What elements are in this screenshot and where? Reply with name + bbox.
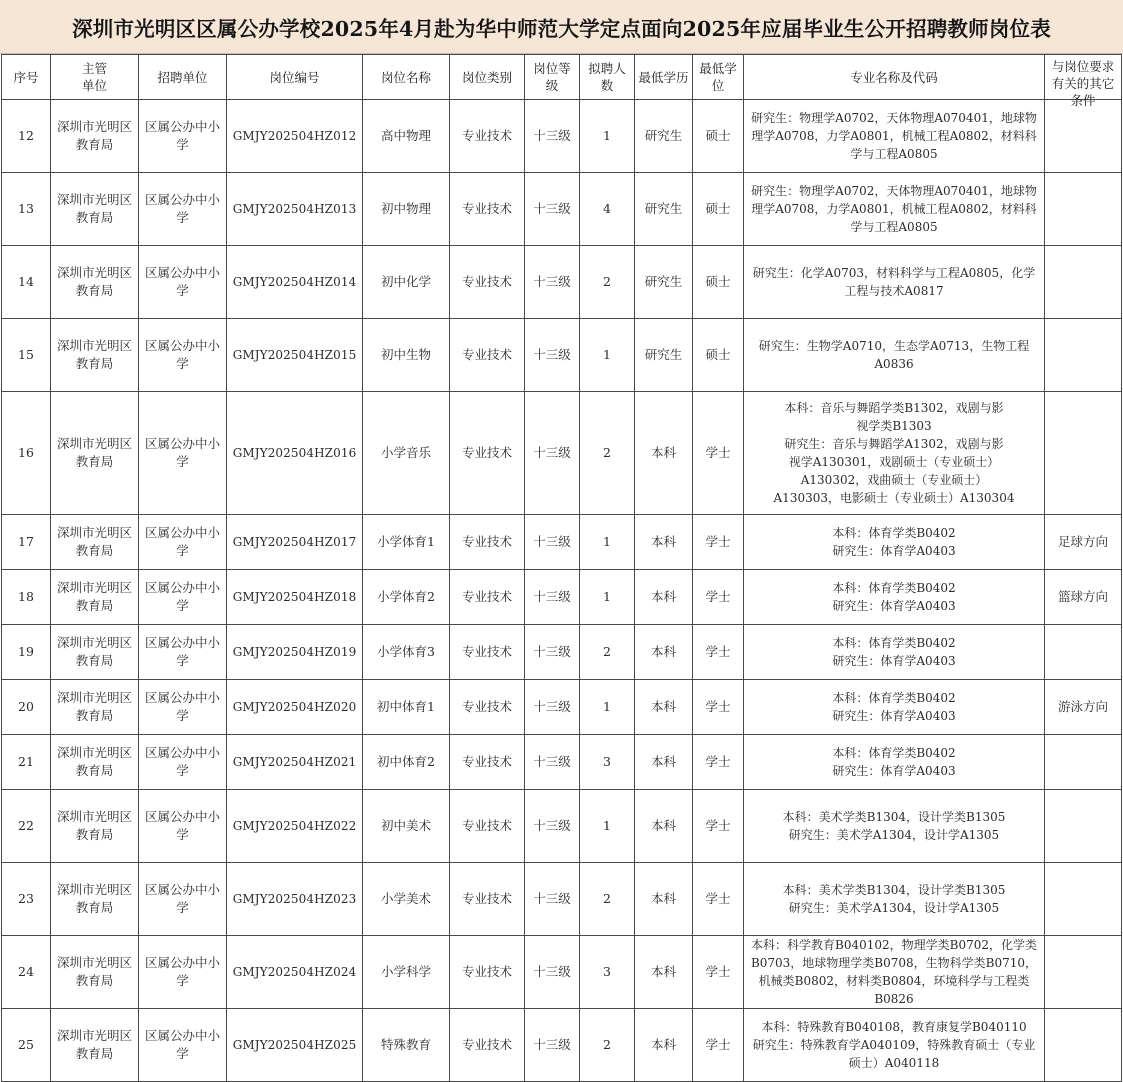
cell-seq: 14 [2,246,51,319]
cell-authority: 深圳市光明区教育局 [51,863,139,936]
cell-authority: 深圳市光明区教育局 [51,515,139,570]
cell-major-and-code: 研究生：物理学A0702，天体物理A070401，地球物理学A0708，力学A0801，机械工程A0802，材料科学与工程A0805 [744,100,1045,173]
cell-recruiter: 区属公办中小学 [139,1009,227,1082]
table-body [2,100,1122,1082]
header-authority: 主管 单位 [51,55,139,100]
cell-authority: 深圳市光明区教育局 [51,246,139,319]
cell-position-level: 十三级 [525,392,580,515]
cell-position-name: 初中体育1 [363,680,450,735]
cell-position-code: GMJY202504HZ012 [227,100,363,173]
table-row [2,1009,1122,1082]
table-row [2,570,1122,625]
cell-major-and-code: 本科：体育学类B0402 研究生：体育学A0403 [744,625,1045,680]
cell-planned-count: 2 [580,863,635,936]
cell-position-category: 专业技术 [450,790,525,863]
cell-major-and-code: 本科：体育学类B0402 研究生：体育学A0403 [744,570,1045,625]
cell-authority: 深圳市光明区教育局 [51,100,139,173]
cell-position-level: 十三级 [525,863,580,936]
cell-planned-count: 1 [580,680,635,735]
header-major-and-code: 专业名称及代码 [744,55,1045,100]
cell-position-level: 十三级 [525,246,580,319]
cell-authority: 深圳市光明区教育局 [51,319,139,392]
cell-position-code: GMJY202504HZ018 [227,570,363,625]
cell-other-requirements [1045,936,1122,1009]
header-planned-count: 拟聘人数 [580,55,635,100]
header-position-level: 岗位等级 [525,55,580,100]
cell-planned-count: 1 [580,515,635,570]
cell-min-degree: 学士 [693,790,744,863]
cell-planned-count: 2 [580,246,635,319]
cell-min-degree: 硕士 [693,319,744,392]
cell-planned-count: 4 [580,173,635,246]
cell-major-and-code: 本科：体育学类B0402 研究生：体育学A0403 [744,680,1045,735]
header-seq: 序号 [2,55,51,100]
document-title: 深圳市光明区区属公办学校2025年4月赴为华中师范大学定点面向2025年应届毕业生公开招聘教师岗位表 [0,0,1123,54]
header-min-education: 最低学历 [635,55,693,100]
cell-position-name: 初中体育2 [363,735,450,790]
cell-position-category: 专业技术 [450,392,525,515]
cell-recruiter: 区属公办中小学 [139,735,227,790]
table-row [2,790,1122,863]
cell-position-category: 专业技术 [450,735,525,790]
cell-position-code: GMJY202504HZ020 [227,680,363,735]
cell-seq: 15 [2,319,51,392]
cell-min-degree: 学士 [693,936,744,1009]
cell-min-education: 本科 [635,936,693,1009]
cell-position-level: 十三级 [525,1009,580,1082]
cell-position-level: 十三级 [525,319,580,392]
cell-other-requirements [1045,625,1122,680]
cell-major-and-code: 本科：美术学类B1304，设计学类B1305 研究生：美术学A1304，设计学A1305 [744,790,1045,863]
cell-position-name: 小学体育2 [363,570,450,625]
header-min-degree: 最低学位 [693,55,744,100]
cell-other-requirements [1045,246,1122,319]
cell-other-requirements [1045,1009,1122,1082]
cell-min-education: 本科 [635,863,693,936]
cell-authority: 深圳市光明区教育局 [51,570,139,625]
table-row [2,173,1122,246]
header-position-category: 岗位类别 [450,55,525,100]
cell-min-degree: 硕士 [693,100,744,173]
cell-position-code: GMJY202504HZ017 [227,515,363,570]
table-row [2,863,1122,936]
cell-recruiter: 区属公办中小学 [139,790,227,863]
cell-major-and-code: 研究生：化学A0703，材料科学与工程A0805，化学工程与技术A0817 [744,246,1045,319]
cell-position-level: 十三级 [525,515,580,570]
cell-major-and-code: 本科：特殊教育B040108，教育康复学B040110 研究生：特殊教育学A040109，特殊教育硕士（专业硕士）A040118 [744,1009,1045,1082]
cell-seq: 17 [2,515,51,570]
cell-planned-count: 1 [580,319,635,392]
cell-position-level: 十三级 [525,173,580,246]
cell-other-requirements: 游泳方向 [1045,680,1122,735]
cell-min-degree: 硕士 [693,246,744,319]
cell-position-code: GMJY202504HZ024 [227,936,363,1009]
cell-authority: 深圳市光明区教育局 [51,790,139,863]
cell-position-category: 专业技术 [450,570,525,625]
cell-position-level: 十三级 [525,100,580,173]
job-positions-table [1,54,1122,1082]
cell-position-code: GMJY202504HZ013 [227,173,363,246]
cell-seq: 13 [2,173,51,246]
cell-position-category: 专业技术 [450,1009,525,1082]
cell-other-requirements [1045,863,1122,936]
cell-position-code: GMJY202504HZ016 [227,392,363,515]
cell-planned-count: 2 [580,1009,635,1082]
cell-planned-count: 1 [580,100,635,173]
cell-other-requirements [1045,790,1122,863]
cell-seq: 18 [2,570,51,625]
table-row [2,392,1122,515]
cell-min-education: 研究生 [635,100,693,173]
cell-planned-count: 1 [580,790,635,863]
cell-min-education: 本科 [635,392,693,515]
cell-min-education: 本科 [635,570,693,625]
cell-recruiter: 区属公办中小学 [139,173,227,246]
cell-seq: 24 [2,936,51,1009]
cell-major-and-code: 本科：体育学类B0402 研究生：体育学A0403 [744,735,1045,790]
table-row [2,100,1122,173]
cell-planned-count: 3 [580,936,635,1009]
cell-position-level: 十三级 [525,790,580,863]
cell-seq: 23 [2,863,51,936]
cell-position-code: GMJY202504HZ023 [227,863,363,936]
cell-recruiter: 区属公办中小学 [139,100,227,173]
cell-min-degree: 学士 [693,570,744,625]
cell-position-category: 专业技术 [450,625,525,680]
table-row [2,246,1122,319]
cell-position-code: GMJY202504HZ015 [227,319,363,392]
cell-other-requirements [1045,735,1122,790]
cell-position-code: GMJY202504HZ021 [227,735,363,790]
cell-position-name: 小学美术 [363,863,450,936]
cell-position-code: GMJY202504HZ025 [227,1009,363,1082]
cell-min-education: 本科 [635,680,693,735]
cell-position-name: 小学体育3 [363,625,450,680]
cell-position-name: 小学科学 [363,936,450,1009]
cell-position-category: 专业技术 [450,936,525,1009]
cell-planned-count: 2 [580,392,635,515]
cell-planned-count: 3 [580,735,635,790]
cell-seq: 25 [2,1009,51,1082]
cell-authority: 深圳市光明区教育局 [51,1009,139,1082]
cell-other-requirements [1045,392,1122,515]
cell-recruiter: 区属公办中小学 [139,319,227,392]
cell-major-and-code: 本科：音乐与舞蹈学类B1302，戏剧与影 视学类B1303 研究生：音乐与舞蹈学A1302，戏剧与影 视学A130301，戏剧硕士（专业硕士） A130302，戏曲硕士（专业硕士） A130303，电影硕士（专业硕士）A130304 [744,392,1045,515]
cell-planned-count: 2 [580,625,635,680]
cell-planned-count: 1 [580,570,635,625]
cell-recruiter: 区属公办中小学 [139,392,227,515]
cell-recruiter: 区属公办中小学 [139,936,227,1009]
cell-recruiter: 区属公办中小学 [139,625,227,680]
cell-min-degree: 硕士 [693,173,744,246]
cell-min-education: 本科 [635,625,693,680]
cell-recruiter: 区属公办中小学 [139,570,227,625]
header-other-requirements [1045,55,1122,108]
cell-recruiter: 区属公办中小学 [139,680,227,735]
cell-recruiter: 区属公办中小学 [139,515,227,570]
cell-other-requirements [1045,319,1122,392]
table-header-row [2,55,1122,100]
cell-min-education: 研究生 [635,246,693,319]
cell-major-and-code: 本科：科学教育B040102，物理学类B0702，化学类B0703，地球物理学类B0708，生物科学类B0710，机械类B0802，材料类B0804，环境科学与工程类B0826 [744,936,1045,1009]
cell-position-code: GMJY202504HZ019 [227,625,363,680]
cell-position-level: 十三级 [525,570,580,625]
table-row [2,936,1122,1009]
cell-position-name: 初中化学 [363,246,450,319]
cell-major-and-code: 本科：美术学类B1304，设计学类B1305 研究生：美术学A1304，设计学A1305 [744,863,1045,936]
cell-authority: 深圳市光明区教育局 [51,936,139,1009]
cell-position-category: 专业技术 [450,100,525,173]
cell-seq: 21 [2,735,51,790]
cell-position-name: 高中物理 [363,100,450,173]
cell-position-level: 十三级 [525,936,580,1009]
cell-other-requirements [1045,173,1122,246]
cell-seq: 19 [2,625,51,680]
cell-position-name: 特殊教育 [363,1009,450,1082]
cell-position-level: 十三级 [525,680,580,735]
cell-authority: 深圳市光明区教育局 [51,392,139,515]
cell-position-name: 小学体育1 [363,515,450,570]
cell-position-level: 十三级 [525,735,580,790]
cell-min-degree: 学士 [693,392,744,515]
header-other-requirements-text: 与岗位要求有关的其它条件 [1051,59,1115,108]
cell-seq: 22 [2,790,51,863]
cell-min-degree: 学士 [693,735,744,790]
cell-min-degree: 学士 [693,625,744,680]
cell-other-requirements [1045,100,1122,173]
header-recruiter: 招聘单位 [139,55,227,100]
cell-min-education: 本科 [635,515,693,570]
cell-position-category: 专业技术 [450,515,525,570]
cell-authority: 深圳市光明区教育局 [51,735,139,790]
cell-authority: 深圳市光明区教育局 [51,680,139,735]
cell-authority: 深圳市光明区教育局 [51,173,139,246]
cell-major-and-code: 本科：体育学类B0402 研究生：体育学A0403 [744,515,1045,570]
cell-position-code: GMJY202504HZ022 [227,790,363,863]
cell-min-education: 研究生 [635,319,693,392]
table-row [2,735,1122,790]
header-position-code: 岗位编号 [227,55,363,100]
cell-recruiter: 区属公办中小学 [139,246,227,319]
cell-min-degree: 学士 [693,863,744,936]
cell-min-education: 本科 [635,735,693,790]
cell-min-education: 研究生 [635,173,693,246]
header-position-name: 岗位名称 [363,55,450,100]
cell-other-requirements: 篮球方向 [1045,570,1122,625]
table-row [2,515,1122,570]
cell-position-code: GMJY202504HZ014 [227,246,363,319]
table-row [2,319,1122,392]
table-row [2,625,1122,680]
cell-min-degree: 学士 [693,515,744,570]
cell-position-name: 初中生物 [363,319,450,392]
cell-position-name: 初中美术 [363,790,450,863]
cell-min-education: 本科 [635,1009,693,1082]
cell-position-name: 小学音乐 [363,392,450,515]
cell-position-category: 专业技术 [450,173,525,246]
cell-position-category: 专业技术 [450,246,525,319]
cell-min-degree: 学士 [693,1009,744,1082]
cell-major-and-code: 研究生：生物学A0710，生态学A0713，生物工程A0836 [744,319,1045,392]
table-row [2,680,1122,735]
cell-position-category: 专业技术 [450,680,525,735]
cell-seq: 12 [2,100,51,173]
cell-seq: 16 [2,392,51,515]
cell-min-degree: 学士 [693,680,744,735]
cell-other-requirements: 足球方向 [1045,515,1122,570]
cell-position-category: 专业技术 [450,319,525,392]
cell-seq: 20 [2,680,51,735]
cell-major-and-code: 研究生：物理学A0702，天体物理A070401，地球物理学A0708，力学A0801，机械工程A0802，材料科学与工程A0805 [744,173,1045,246]
cell-min-education: 本科 [635,790,693,863]
cell-recruiter: 区属公办中小学 [139,863,227,936]
cell-authority: 深圳市光明区教育局 [51,625,139,680]
cell-position-name: 初中物理 [363,173,450,246]
cell-position-level: 十三级 [525,625,580,680]
cell-position-category: 专业技术 [450,863,525,936]
